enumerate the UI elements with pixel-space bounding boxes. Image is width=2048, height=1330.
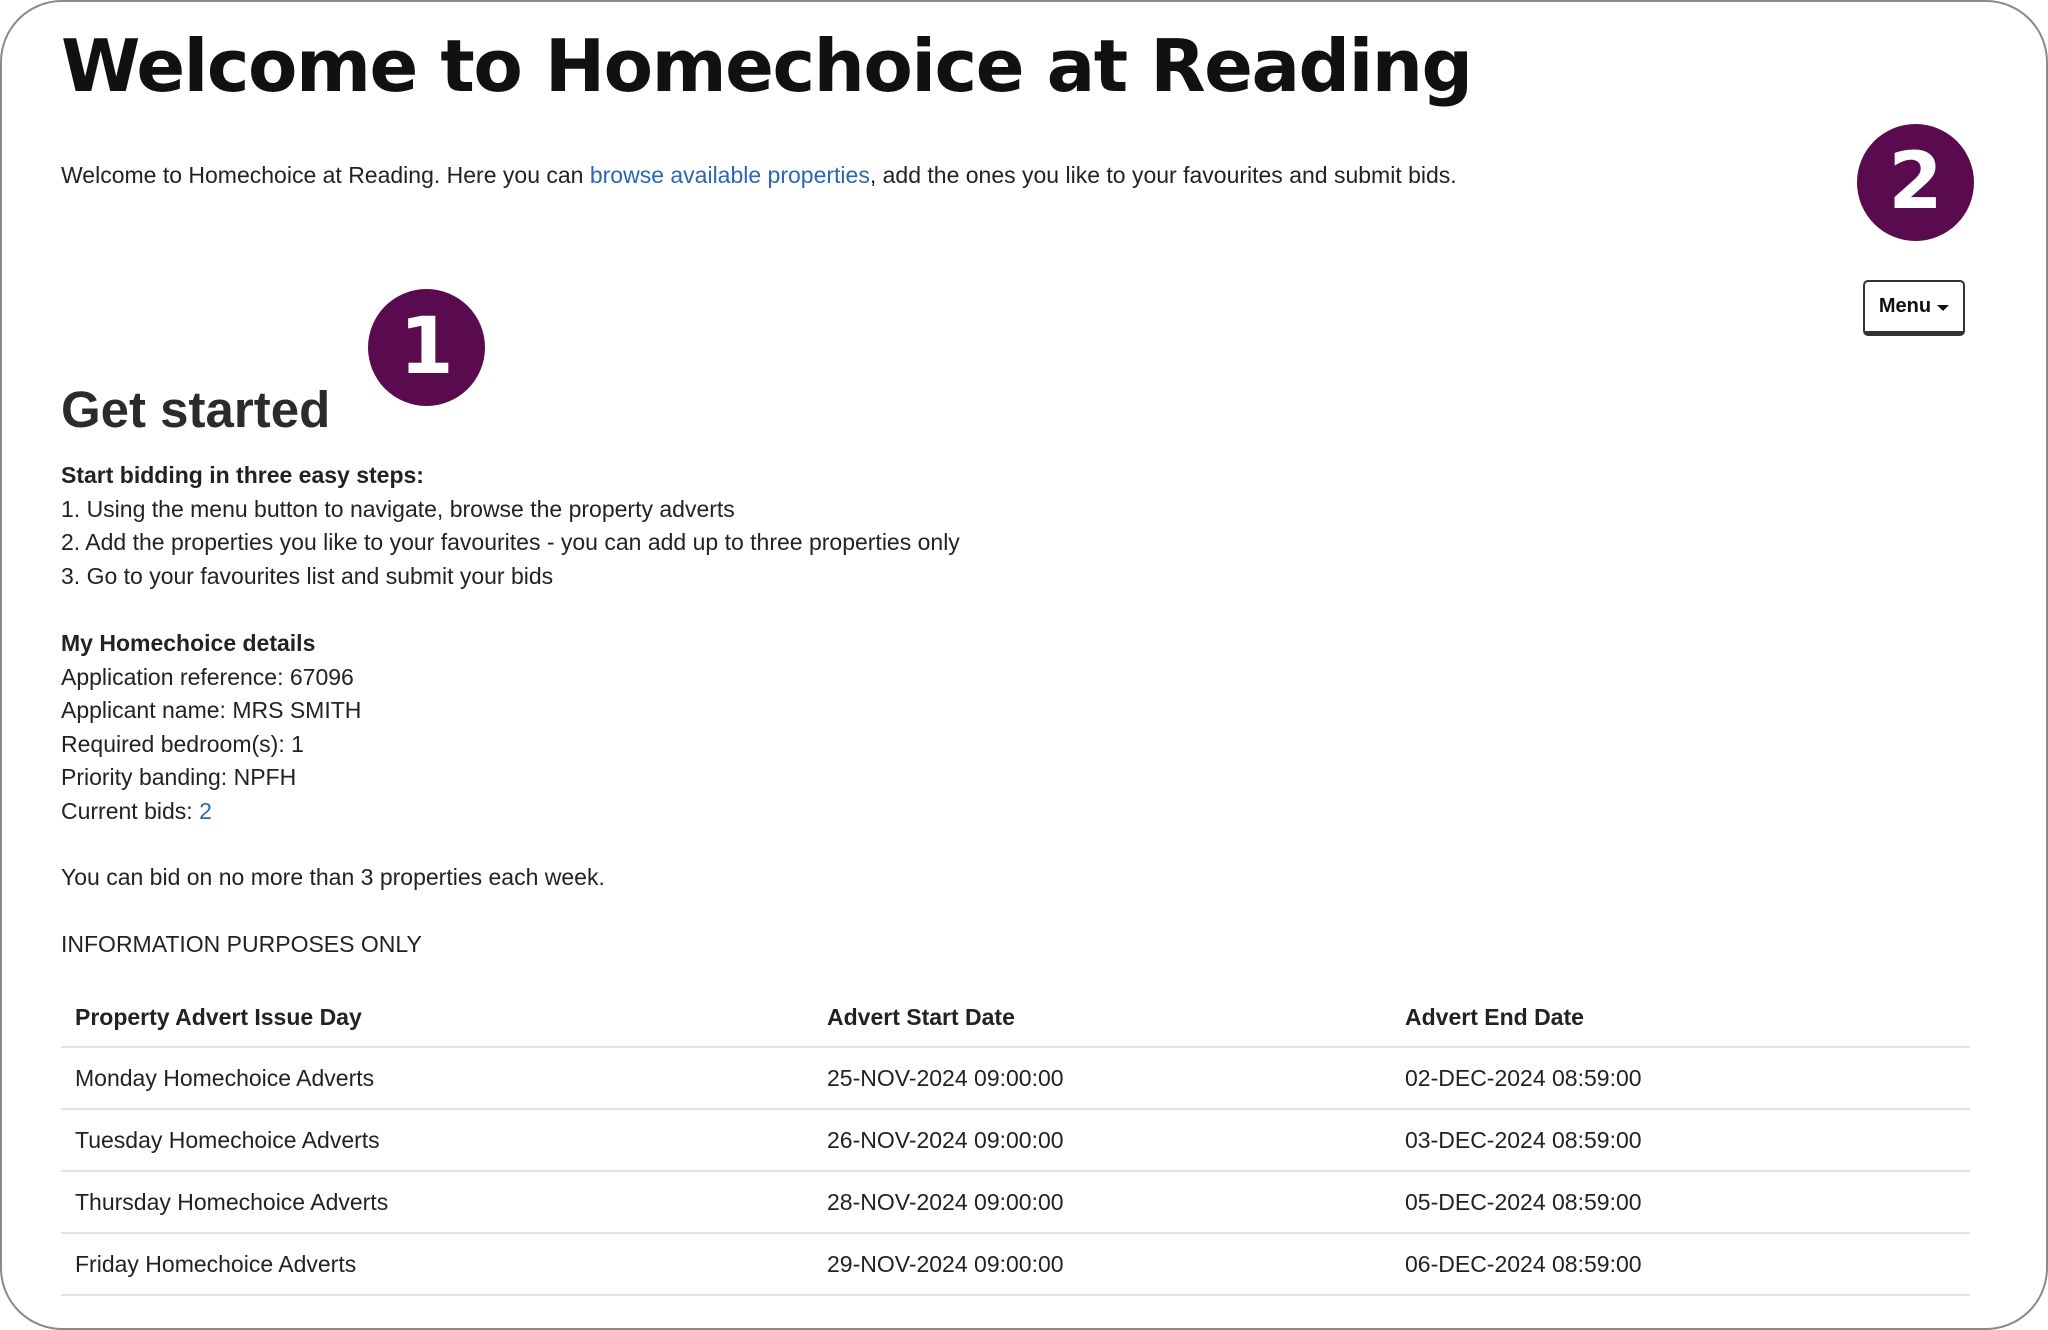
priority-banding: Priority banding: NPFH	[61, 764, 297, 790]
table-row	[61, 1109, 1970, 1171]
current-bids-label: Current bids:	[61, 797, 200, 824]
current-bids	[61, 795, 361, 829]
step-item: 1. Using the menu button to navigate, browse the property adverts	[61, 495, 735, 522]
information-note: INFORMATION PURPOSES ONLY	[61, 931, 422, 957]
end-date-cell: 03-DEC-2024 08:59:00	[1391, 1109, 1970, 1171]
required-bedrooms: Required bedroom(s): 1	[61, 730, 304, 757]
issue-day-cell: Monday Homechoice Adverts	[61, 1047, 813, 1109]
start-date-cell: 28-NOV-2024 09:00:00	[813, 1171, 1391, 1233]
homechoice-details	[61, 627, 361, 828]
details-title: My Homechoice details	[61, 630, 316, 656]
column-header-end-date: Advert End Date	[1391, 988, 1970, 1047]
step-badge-2: 2	[1857, 124, 1974, 241]
caret-down-icon	[1937, 305, 1949, 311]
issue-day-cell: Thursday Homechoice Adverts	[61, 1171, 813, 1233]
table-row	[61, 1233, 1970, 1295]
table-row	[61, 1171, 1970, 1233]
intro-text	[61, 162, 1457, 189]
steps-list	[61, 459, 960, 593]
bid-limit-note: You can bid on no more than 3 properties each week.	[61, 864, 605, 890]
intro-text-start: Welcome to Homechoice at Reading. Here you can	[61, 162, 590, 188]
step-item: 2. Add the properties you like to your favourites - you can add up to three properties only	[61, 529, 960, 555]
column-header-start-date: Advert Start Date	[813, 988, 1391, 1047]
end-date-cell: 05-DEC-2024 08:59:00	[1391, 1171, 1970, 1233]
start-date-cell: 25-NOV-2024 09:00:00	[813, 1047, 1391, 1109]
menu-button[interactable]	[1863, 280, 1965, 336]
end-date-cell: 02-DEC-2024 08:59:00	[1391, 1047, 1970, 1109]
table-row	[61, 1047, 1970, 1109]
browse-properties-link[interactable]: browse available properties	[589, 162, 870, 188]
table-header-row	[61, 988, 1970, 1047]
start-date-cell: 29-NOV-2024 09:00:00	[813, 1233, 1391, 1295]
start-date-cell: 26-NOV-2024 09:00:00	[813, 1109, 1391, 1171]
end-date-cell: 06-DEC-2024 08:59:00	[1391, 1233, 1970, 1295]
current-bids-link[interactable]: 2	[199, 797, 212, 824]
get-started-heading: Get started	[61, 381, 331, 438]
step-badge-1: 1	[368, 289, 485, 406]
page-title: Welcome to Homechoice at Reading	[61, 24, 1472, 108]
applicant-name: Applicant name: MRS SMITH	[61, 697, 362, 723]
application-reference: Application reference: 67096	[61, 663, 354, 690]
intro-text-end: , add the ones you like to your favourites and submit bids.	[869, 162, 1457, 188]
issue-day-cell: Tuesday Homechoice Adverts	[61, 1109, 813, 1171]
advert-dates-table	[61, 988, 1970, 1296]
step-item: 3. Go to your favourites list and submit your bids	[61, 562, 554, 589]
column-header-issue-day: Property Advert Issue Day	[61, 988, 813, 1047]
issue-day-cell: Friday Homechoice Adverts	[61, 1233, 813, 1295]
steps-title: Start bidding in three easy steps:	[61, 462, 424, 488]
menu-button-label: Menu	[1878, 295, 1932, 317]
